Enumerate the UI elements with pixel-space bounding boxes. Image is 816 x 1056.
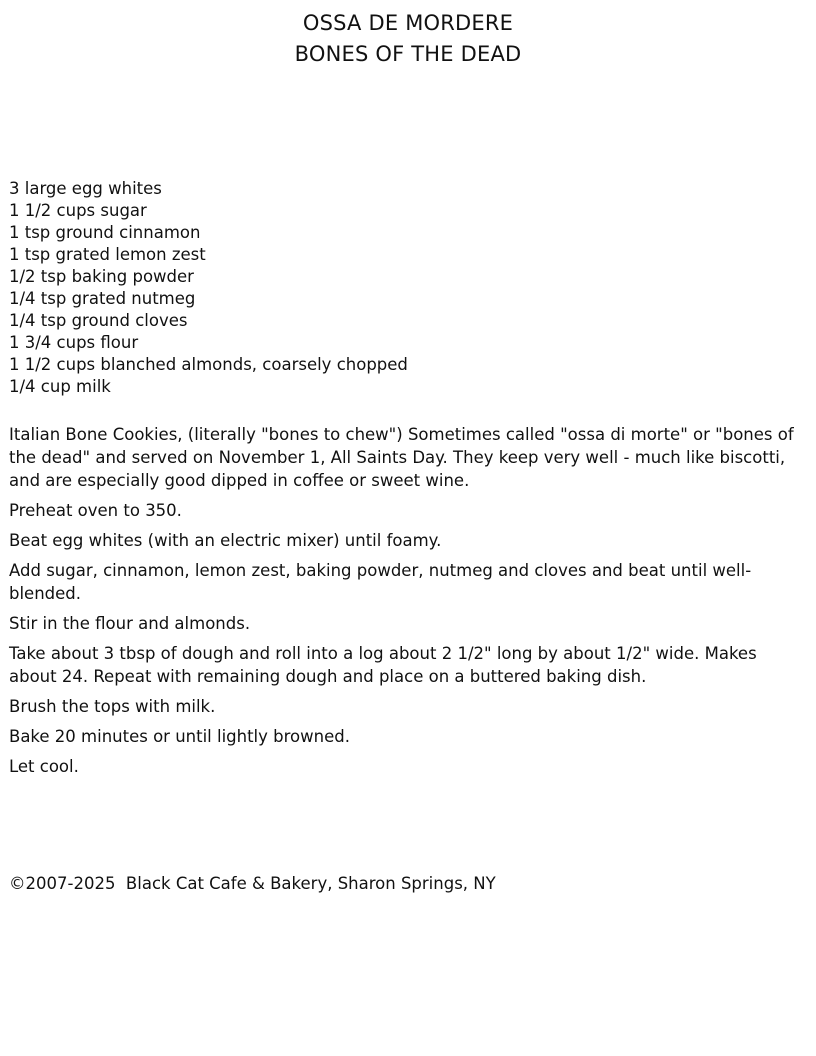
ingredient-item: 1 1/2 cups blanched almonds, coarsely chopped [9,355,408,374]
recipe-step: Let cool. [9,757,79,776]
recipe-step: Bake 20 minutes or until lightly browned. [9,727,350,746]
ingredient-item: 1 1/2 cups sugar [9,201,147,220]
ingredient-item: 1/4 tsp ground cloves [9,311,188,330]
recipe-title [0,8,816,70]
ingredient-list [9,178,809,398]
title-italian: OSSA DE MORDERE [302,11,514,35]
recipe-step: Preheat oven to 350. [9,501,182,520]
recipe-step: Take about 3 tbsp of dough and roll into a log about 2 1/2" long by about 1/2" wide. Makes about 24. Repeat with remaining dough and place on a buttered baking dish. [9,644,757,686]
recipe-step: Add sugar, cinnamon, lemon zest, baking powder, nutmeg and cloves and beat until well-blended. [9,561,752,603]
recipe-step: Brush the tops with milk. [9,697,216,716]
ingredient-item: 1 tsp ground cinnamon [9,223,201,242]
ingredient-item: 1 3/4 cups flour [9,333,139,352]
ingredient-item: 1/2 tsp baking powder [9,267,194,286]
copyright-footer: ©2007-2025 Black Cat Cafe & Bakery, Sharon Springs, NY [9,874,496,893]
recipe-step: Beat egg whites (with an electric mixer) until foamy. [9,531,442,550]
recipe-description: Italian Bone Cookies, (literally "bones to chew") Sometimes called "ossa di morte" or "bones of the dead" and served on November 1, All Saints Day. They keep very well - much like biscotti, and are especially good dipped in coffee or sweet wine. [9,425,794,490]
ingredient-item: 1/4 cup milk [9,377,111,396]
recipe-step: Stir in the flour and almonds. [9,614,251,633]
title-english: BONES OF THE DEAD [294,42,522,66]
ingredient-item: 3 large egg whites [9,179,162,198]
ingredient-item: 1/4 tsp grated nutmeg [9,289,196,308]
recipe-body [9,423,809,785]
ingredient-item: 1 tsp grated lemon zest [9,245,206,264]
